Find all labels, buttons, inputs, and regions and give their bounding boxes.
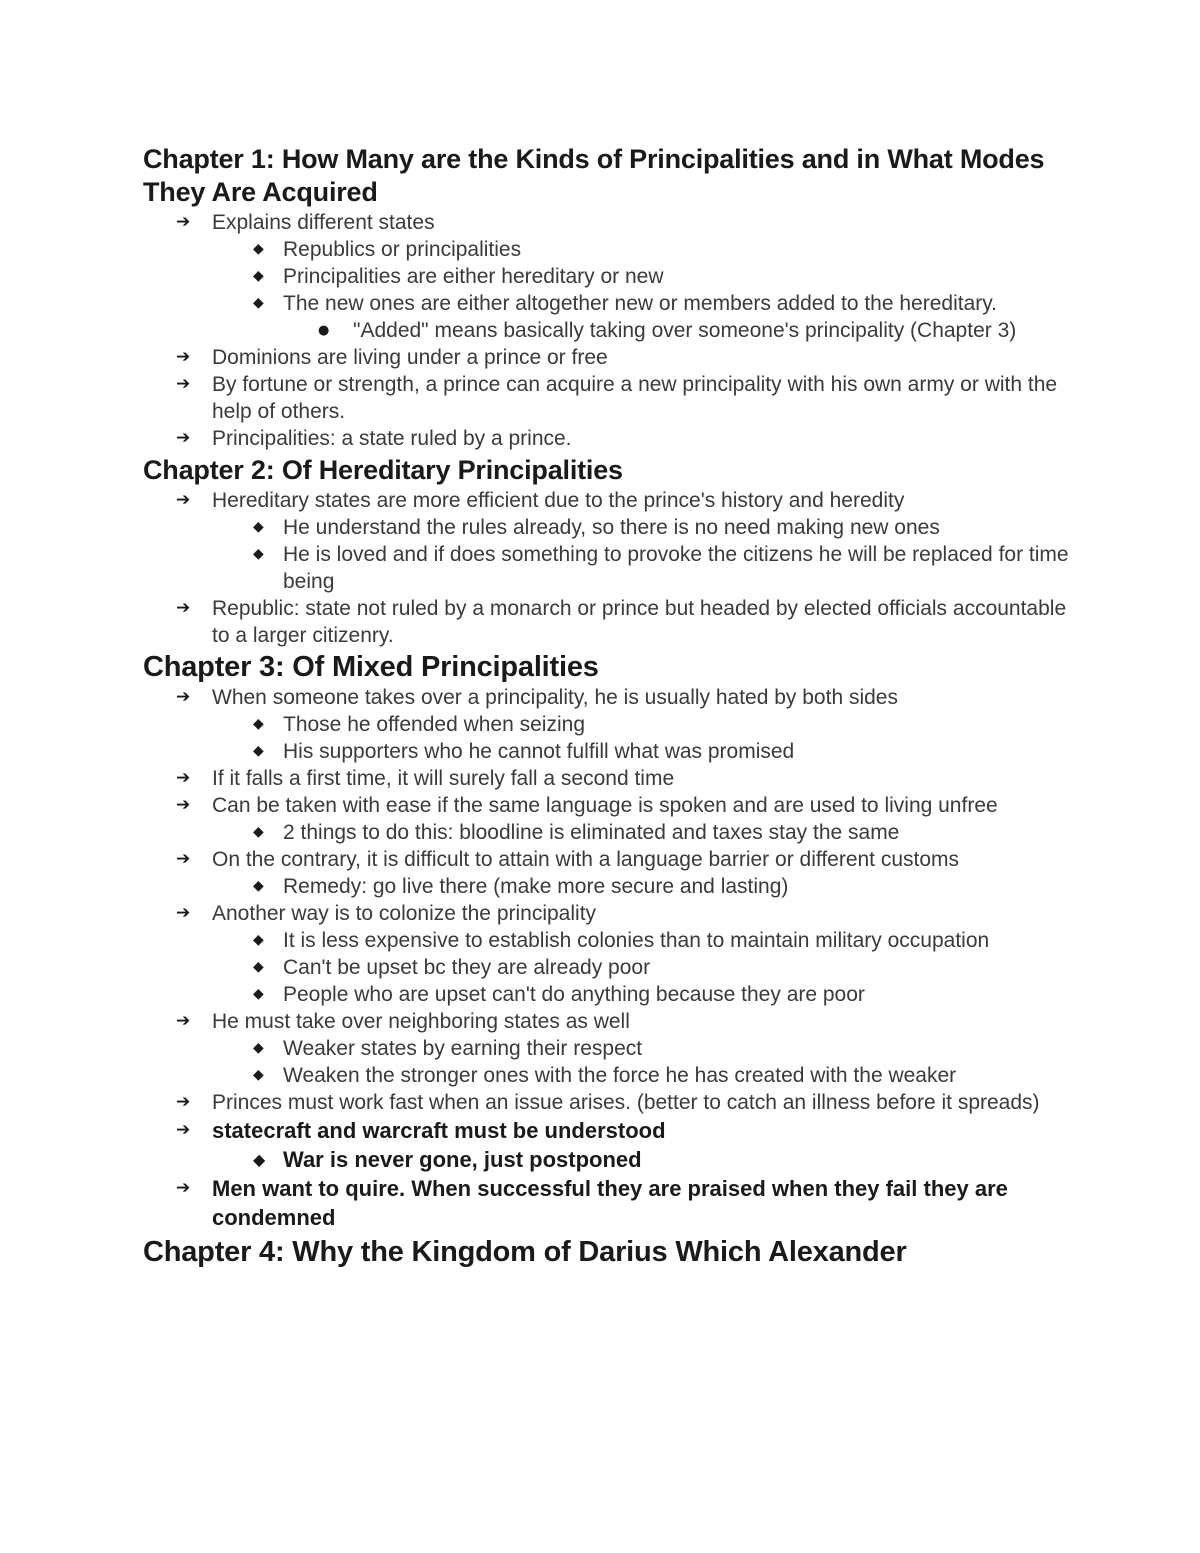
diamond-bullet-icon: ◆ <box>253 546 264 562</box>
list-item-text: It is less expensive to establish colonies than to maintain military occupation <box>283 929 990 952</box>
list-item-text: He understand the rules already, so there is no need making new ones <box>283 516 940 539</box>
diamond-bullet-icon: ◆ <box>253 743 264 759</box>
list-item-text: Men want to quire. When successful they are praised when they fail they are condemned <box>212 1176 1008 1230</box>
diamond-bullet-icon: ◆ <box>253 268 264 284</box>
diamond-bullet-icon: ◆ <box>253 716 264 732</box>
arrow-bullet-icon: ➔ <box>176 374 191 394</box>
arrow-bullet-icon: ➔ <box>176 1120 191 1140</box>
list-item-text: When someone takes over a principality, he is usually hated by both sides <box>212 686 898 709</box>
arrow-bullet-icon: ➔ <box>176 795 191 815</box>
list-item-text: Princes must work fast when an issue arises. (better to catch an illness before it spreads) <box>212 1091 1040 1114</box>
list-item-text: Hereditary states are more efficient due to the prince's history and heredity <box>212 489 905 512</box>
diamond-bullet-icon: ◆ <box>253 295 264 311</box>
list-item-text: He must take over neighboring states as well <box>212 1010 630 1033</box>
list-item <box>143 514 1073 541</box>
list-item-text: Weaker states by earning their respect <box>283 1037 643 1060</box>
list-item <box>143 425 1073 452</box>
diamond-bullet-icon: ◆ <box>253 1067 264 1083</box>
arrow-bullet-icon: ➔ <box>176 598 191 618</box>
chapter-3-notes <box>143 684 1073 1232</box>
list-item-text: "Added" means basically taking over someone's principality (Chapter 3) <box>353 319 1017 342</box>
chapter-2-notes <box>143 487 1073 649</box>
diamond-bullet-icon: ◆ <box>253 1040 264 1056</box>
diamond-bullet-icon: ◆ <box>253 519 264 535</box>
list-item-text: On the contrary, it is difficult to attain with a language barrier or different customs <box>212 848 960 871</box>
diamond-bullet-icon: ◆ <box>253 1150 266 1169</box>
arrow-bullet-icon: ➔ <box>176 347 191 367</box>
list-item-text: If it falls a first time, it will surely fall a second time <box>212 767 675 790</box>
arrow-bullet-icon: ➔ <box>176 903 191 923</box>
list-item <box>143 1116 1073 1145</box>
list-item-text: His supporters who he cannot fulfill what was promised <box>283 740 795 763</box>
diamond-bullet-icon: ◆ <box>253 241 264 257</box>
list-item <box>143 1089 1073 1116</box>
list-item-text: Dominions are living under a prince or free <box>212 346 608 369</box>
chapter-1-heading: Chapter 1: How Many are the Kinds of Principalities and in What Modes They Are Acquired <box>143 144 1045 207</box>
chapter-4-heading: Chapter 4: Why the Kingdom of Darius Which Alexander <box>143 1236 907 1268</box>
arrow-bullet-icon: ➔ <box>176 849 191 869</box>
diamond-bullet-icon: ◆ <box>253 824 264 840</box>
list-item-text: Republics or principalities <box>283 238 522 261</box>
list-item <box>143 236 1073 263</box>
list-item-text: Can't be upset bc they are already poor <box>283 956 651 979</box>
arrow-bullet-icon: ➔ <box>176 768 191 788</box>
list-item-text: Those he offended when seizing <box>283 713 585 736</box>
list-item <box>143 684 1073 711</box>
list-item <box>143 317 1073 344</box>
list-item <box>143 209 1073 236</box>
list-item-text: Explains different states <box>212 211 435 234</box>
list-item <box>143 819 1073 846</box>
list-item <box>143 595 1073 649</box>
list-item <box>143 981 1073 1008</box>
list-item <box>143 1145 1073 1174</box>
list-item <box>143 927 1073 954</box>
arrow-bullet-icon: ➔ <box>176 1011 191 1031</box>
chapter-2-heading: Chapter 2: Of Hereditary Principalities <box>143 455 623 485</box>
list-item <box>143 1008 1073 1035</box>
list-item <box>143 765 1073 792</box>
list-item-text: Principalities are either hereditary or new <box>283 265 664 288</box>
arrow-bullet-icon: ➔ <box>176 1178 191 1198</box>
list-item <box>143 900 1073 927</box>
list-item <box>143 711 1073 738</box>
list-item-text: People who are upset can't do anything because they are poor <box>283 983 865 1006</box>
list-item-text: Another way is to colonize the principality <box>212 902 597 925</box>
list-item-text: By fortune or strength, a prince can acquire a new principality with his own army or with the help of others. <box>212 373 1058 423</box>
arrow-bullet-icon: ➔ <box>176 212 191 232</box>
document-page <box>143 143 1073 1270</box>
list-item <box>143 1035 1073 1062</box>
list-item <box>143 954 1073 981</box>
arrow-bullet-icon: ➔ <box>176 687 191 707</box>
list-item-text: He is loved and if does something to provoke the citizens he will be replaced for time being <box>283 543 1069 593</box>
list-item <box>143 263 1073 290</box>
list-item-text: Weaken the stronger ones with the force he has created with the weaker <box>283 1064 957 1087</box>
list-item <box>143 541 1073 595</box>
diamond-bullet-icon: ◆ <box>253 959 264 975</box>
list-item <box>143 873 1073 900</box>
list-item-text: statecraft and warcraft must be understood <box>212 1118 666 1143</box>
list-item-text: Can be taken with ease if the same language is spoken and are used to living unfree <box>212 794 998 817</box>
list-item-text: Republic: state not ruled by a monarch or prince but headed by elected officials accountable to a larger citizenry. <box>212 597 1067 647</box>
list-item <box>143 371 1073 425</box>
list-item-text: War is never gone, just postponed <box>283 1147 642 1172</box>
list-item-text: Principalities: a state ruled by a prince. <box>212 427 572 450</box>
list-item <box>143 738 1073 765</box>
list-item <box>143 290 1073 317</box>
chapter-3-heading: Chapter 3: Of Mixed Principalities <box>143 651 599 683</box>
diamond-bullet-icon: ◆ <box>253 932 264 948</box>
arrow-bullet-icon: ➔ <box>176 1092 191 1112</box>
diamond-bullet-icon: ◆ <box>253 986 264 1002</box>
list-item-text: Remedy: go live there (make more secure and lasting) <box>283 875 789 898</box>
list-item <box>143 1062 1073 1089</box>
arrow-bullet-icon: ➔ <box>176 490 191 510</box>
list-item-text: The new ones are either altogether new or members added to the hereditary. <box>283 292 998 315</box>
list-item <box>143 792 1073 819</box>
list-item <box>143 487 1073 514</box>
chapter-1-notes <box>143 209 1073 452</box>
arrow-bullet-icon: ➔ <box>176 428 191 448</box>
list-item-text: 2 things to do this: bloodline is eliminated and taxes stay the same <box>283 821 900 844</box>
list-item <box>143 344 1073 371</box>
list-item <box>143 1174 1073 1232</box>
list-item <box>143 846 1073 873</box>
dot-bullet-icon: ● <box>318 323 330 338</box>
diamond-bullet-icon: ◆ <box>253 878 264 894</box>
